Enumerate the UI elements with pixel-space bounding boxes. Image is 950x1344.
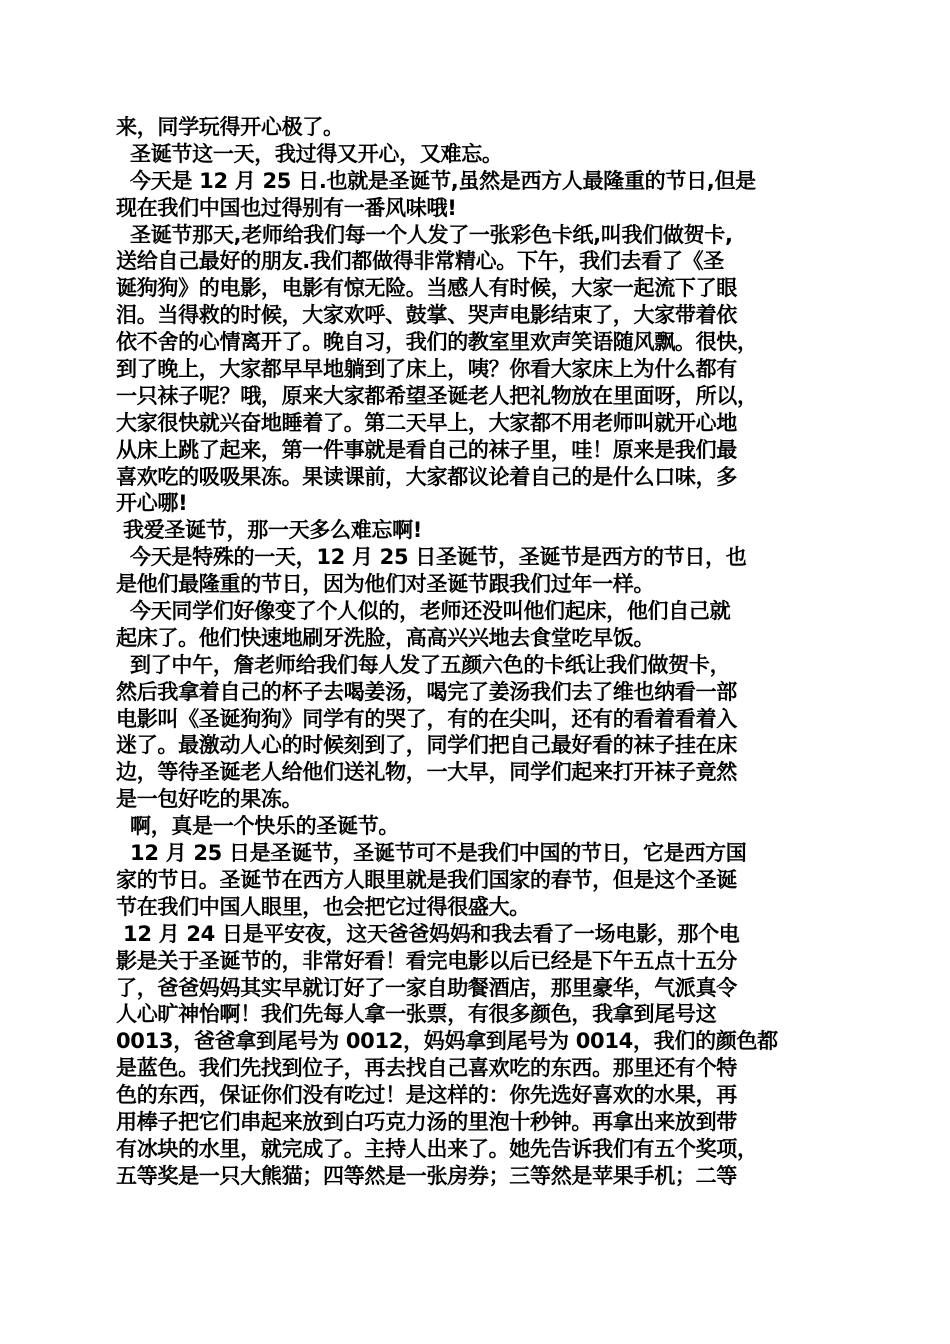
text-line: 诞狗狗》的电影，电影有惊无险。当感人有时候，大家一起流下了眼 [116, 276, 737, 301]
text-line: 到了晚上，大家都早早地躺到了床上，咦？你看大家床上为什么都有 [116, 357, 737, 382]
text-line: 送给自己最好的朋友.我们都做得非常精心。下午，我们去看了《圣 [116, 249, 724, 274]
text-line: 开心哪! [116, 491, 188, 516]
text-line: 有冰块的水里，就完成了。主持人出来了。她先告诉我们有五个奖项， [116, 1136, 758, 1161]
text-line: 依不舍的心情离开了。晚自习，我们的教室里欢声笑语随风飘。很快， [116, 330, 758, 355]
text-line: 是一包好吃的果冻。 [116, 787, 303, 812]
text-line: 啊，真是一个快乐的圣诞节。 [116, 814, 400, 839]
text-line: 从床上跳了起来，第一件事就是看自己的袜子里，哇！原来是我们最 [116, 437, 737, 462]
text-line: 节在我们中国人眼里，也会把它过得很盛大。 [116, 894, 530, 919]
text-line: 泪。当得救的时候，大家欢呼、鼓掌、哭声电影结束了，大家带着依 [116, 303, 737, 328]
essay-text [116, 114, 840, 1190]
text-line: 然后我拿着自己的杯子去喝姜汤，喝完了姜汤我们去了维也纳看一部 [116, 679, 737, 704]
text-line: 圣诞节这一天，我过得又开心，又难忘。 [116, 141, 503, 166]
text-line: 五等奖是一只大熊猫；四等然是一张房券；三等然是苹果手机；二等 [116, 1163, 737, 1188]
text-line: 家的节日。圣诞节在西方人眼里就是我们国家的春节，但是这个圣诞 [116, 867, 737, 892]
text-line: 12 月 24 日是平安夜，这天爸爸妈妈和我去看了一场电影，那个电 [116, 921, 740, 946]
text-line: 了，爸爸妈妈其实早就订好了一家自助餐酒店，那里豪华，气派真令 [116, 975, 737, 1000]
text-line: 是他们最隆重的节日，因为他们对圣诞节跟我们过年一样。 [116, 572, 655, 597]
text-line: 影是关于圣诞节的，非常好看！看完电影以后已经是下午五点十五分 [116, 948, 737, 973]
text-line: 迷了。最激动人心的时候刻到了，同学们把自己最好看的袜子挂在床 [116, 733, 737, 758]
text-line: 现在我们中国也过得别有一番风味哦! [116, 195, 457, 220]
text-line: 今天同学们好像变了个人似的，老师还没叫他们起床，他们自己就 [116, 599, 731, 624]
text-line: 0013，爸爸拿到尾号为 0012，妈妈拿到尾号为 0014，我们的颜色都 [116, 1029, 778, 1054]
text-line: 边，等待圣诞老人给他们送礼物，一大早，同学们起来打开袜子竟然 [116, 760, 737, 785]
text-line: 今天是特殊的一天，12 月 25 日圣诞节，圣诞节是西方的节日，也 [116, 545, 747, 570]
text-line: 人心旷神怡啊！我们先每人拿一张票，有很多颜色，我拿到尾号这 [116, 1002, 717, 1027]
text-line: 喜欢吃的吸吸果冻。果读课前，大家都议论着自己的是什么口味，多 [116, 464, 737, 489]
text-line: 我爱圣诞节，那一天多么难忘啊! [116, 518, 423, 543]
text-line: 今天是 12 月 25 日.也就是圣诞节,虽然是西方人最隆重的节日,但是 [116, 168, 756, 193]
text-line: 到了中午，詹老师给我们每人发了五颜六色的卡纸让我们做贺卡， [116, 652, 731, 677]
text-line: 起床了。他们快速地刷牙洗脸，高高兴兴地去食堂吃早饭。 [116, 625, 655, 650]
text-line: 大家很快就兴奋地睡着了。第二天早上，大家都不用老师叫就开心地 [116, 410, 737, 435]
text-line: 12 月 25 日是圣诞节，圣诞节可不是我们中国的节日，它是西方国 [116, 841, 747, 866]
text-line: 是蓝色。我们先找到位子，再去找自己喜欢吃的东西。那里还有个特 [116, 1056, 737, 1081]
text-line: 电影叫《圣诞狗狗》同学有的哭了，有的在尖叫，还有的看着看着入 [116, 706, 737, 731]
text-line: 色的东西，保证你们没有吃过！是这样的：你先选好喜欢的水果，再 [116, 1083, 737, 1108]
text-line: 用棒子把它们串起来放到白巧克力汤的里泡十秒钟。再拿出来放到带 [116, 1109, 737, 1134]
text-line: 来，同学玩得开心极了。 [116, 115, 344, 139]
text-line: 一只袜子呢？哦，原来大家都希望圣诞老人把礼物放在里面呀，所以， [116, 383, 758, 408]
text-line: 圣诞节那天,老师给我们每一个人发了一张彩色卡纸,叫我们做贺卡, [116, 222, 733, 247]
